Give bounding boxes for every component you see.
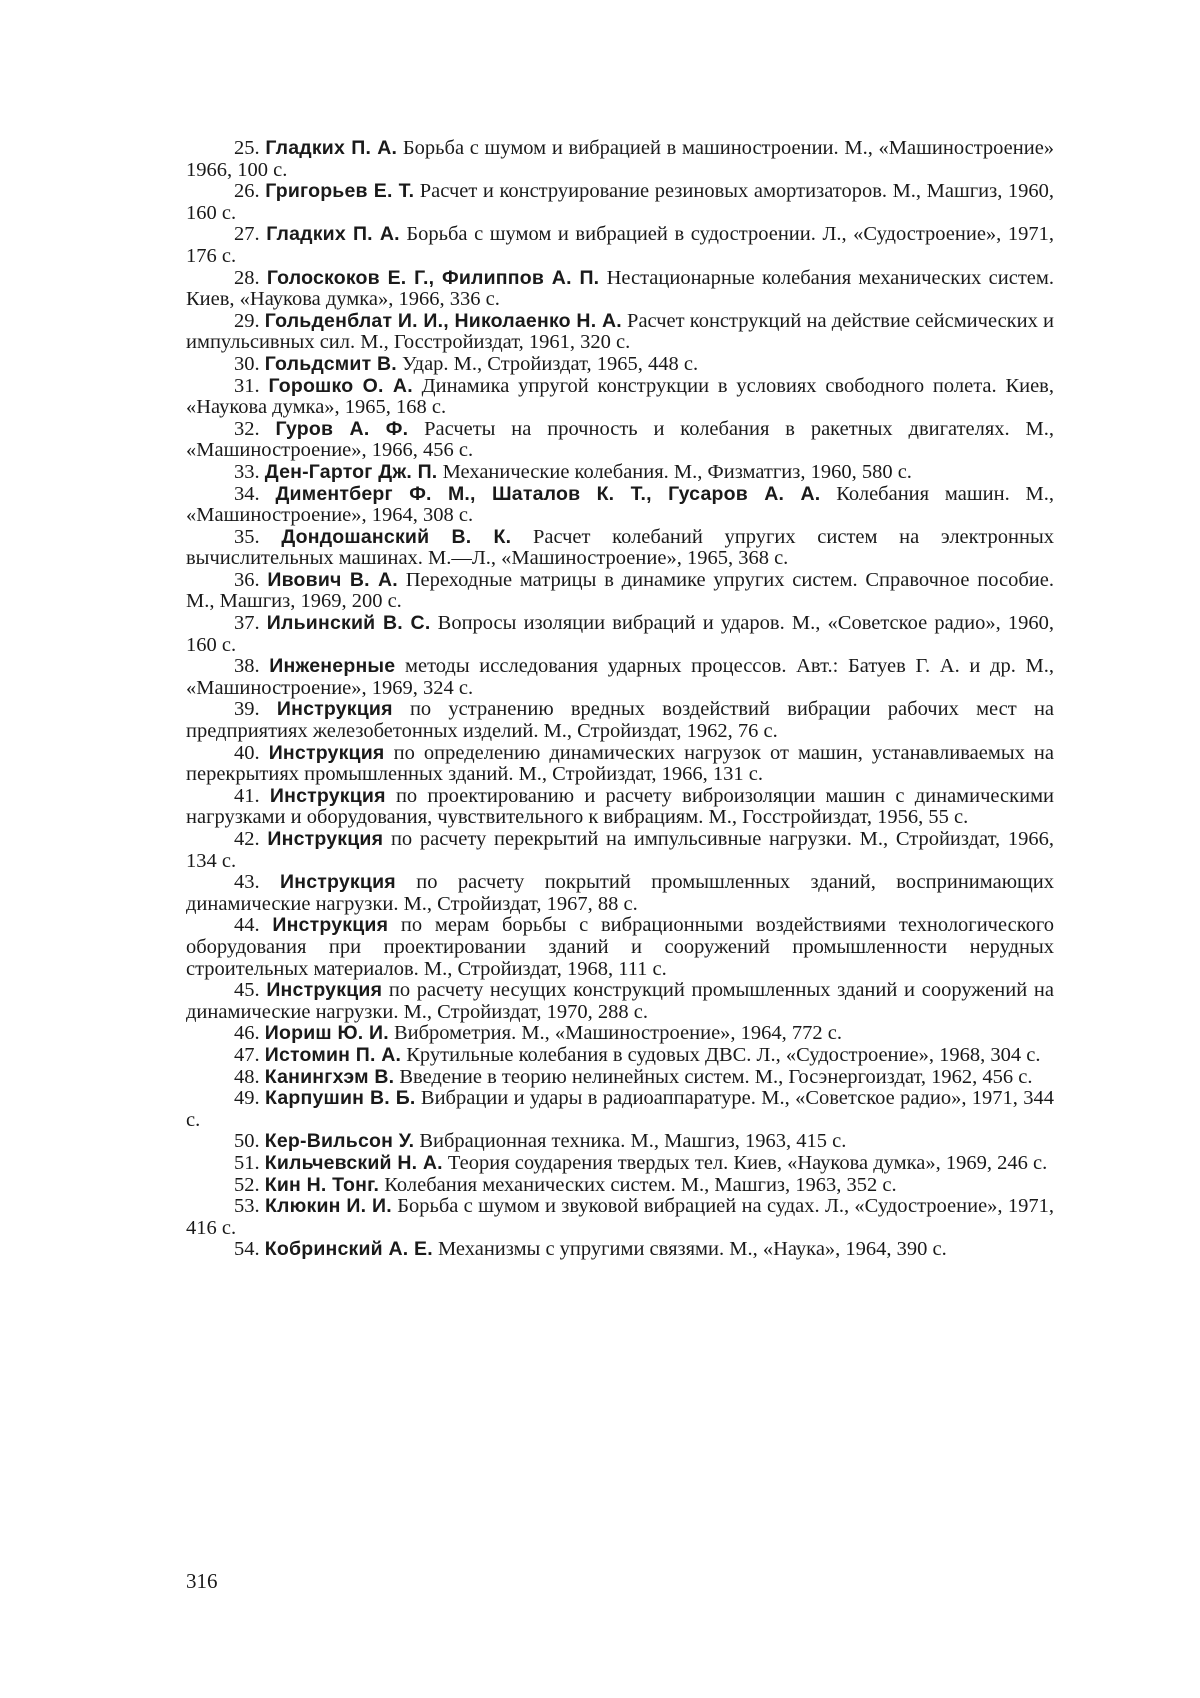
- reference-entry: [186, 1175, 1054, 1197]
- reference-number: 54.: [234, 1238, 260, 1260]
- reference-author: Голоскоков Е. Г., Филиппов А. П.: [267, 267, 599, 289]
- reference-entry: [186, 743, 1054, 786]
- reference-number: 27.: [234, 223, 260, 245]
- reference-text: Удар. М., Стройиздат, 1965, 448 с.: [402, 353, 698, 375]
- reference-text: Нестационарные колебания механических систем. Киев, «Наукова думка», 1966, 336 с.: [186, 267, 1054, 311]
- reference-number: 29.: [234, 310, 260, 332]
- reference-number: 26.: [234, 180, 260, 202]
- reference-author: Инструкция: [267, 828, 383, 850]
- reference-author: Инструкция: [270, 785, 386, 807]
- reference-number: 31.: [234, 375, 260, 397]
- reference-entry: [186, 1196, 1054, 1239]
- reference-number: 28.: [234, 267, 260, 289]
- reference-entry: [186, 570, 1054, 613]
- reference-text: Вибрационная техника. М., Машгиз, 1963, 415 с.: [419, 1130, 846, 1152]
- reference-entry: [186, 980, 1054, 1023]
- reference-text: по расчету перекрытий на импульсивные нагрузки. М., Стройиздат, 1966, 134 с.: [186, 828, 1054, 872]
- reference-entry: [186, 268, 1054, 311]
- reference-text: Виброметрия. М., «Машиностроение», 1964, 772 с.: [394, 1022, 842, 1044]
- reference-entry: [186, 613, 1054, 656]
- reference-entry: [186, 419, 1054, 462]
- reference-entry: [186, 1067, 1054, 1089]
- reference-author: Кер-Вильсон У.: [265, 1130, 414, 1152]
- reference-author: Горошко О. А.: [268, 375, 412, 397]
- reference-text: Вопросы изоляции вибраций и ударов. М., «Советское радио», 1960, 160 с.: [186, 612, 1054, 656]
- reference-text: Борьба с шумом и звуковой вибрацией на судах. Л., «Судостроение», 1971, 416 с.: [186, 1195, 1054, 1239]
- reference-entry: [186, 311, 1054, 354]
- reference-entry: [186, 656, 1054, 699]
- reference-text: Теория соударения твердых тел. Киев, «Наукова думка», 1969, 246 с.: [448, 1152, 1047, 1174]
- reference-author: Канингхэм В.: [265, 1066, 395, 1088]
- reference-author: Инструкция: [266, 979, 382, 1001]
- reference-author: Инструкция: [280, 871, 396, 893]
- reference-entry: [186, 872, 1054, 915]
- reference-entry: [186, 181, 1054, 224]
- reference-number: 37.: [234, 612, 260, 634]
- reference-entry: [186, 1045, 1054, 1067]
- reference-number: 39.: [234, 698, 260, 720]
- reference-number: 43.: [234, 871, 260, 893]
- reference-author: Кин Н. Тонг.: [265, 1174, 379, 1196]
- reference-number: 50.: [234, 1130, 260, 1152]
- reference-author: Инструкция: [269, 742, 385, 764]
- reference-author: Диментберг Ф. М., Шаталов К. Т., Гусаров А. А.: [275, 483, 820, 505]
- reference-number: 48.: [234, 1066, 260, 1088]
- reference-number: 25.: [234, 137, 260, 159]
- reference-text: по проектированию и расчету виброизоляции машин с динамическими нагрузками и оборудования, чувствительного к вибрациям. М., Госстройиздат, 1956, 55 с.: [186, 785, 1054, 829]
- reference-entry: [186, 527, 1054, 570]
- reference-entry: [186, 462, 1054, 484]
- reference-number: 33.: [234, 461, 260, 483]
- reference-entry: [186, 699, 1054, 742]
- reference-author: Дондошанский В. К.: [281, 526, 511, 548]
- reference-number: 30.: [234, 353, 260, 375]
- reference-number: 42.: [234, 828, 260, 850]
- reference-text: методы исследования ударных процессов. Авт.: Батуев Г. А. и др. М., «Машиностроение», 1969, 324 с.: [186, 655, 1054, 699]
- reference-text: Механизмы с упругими связями. М., «Наука», 1964, 390 с.: [438, 1238, 947, 1260]
- reference-entry: [186, 829, 1054, 872]
- reference-entry: [186, 1088, 1054, 1131]
- reference-entry: [186, 1023, 1054, 1045]
- reference-entry: [186, 1239, 1054, 1261]
- reference-entry: [186, 138, 1054, 181]
- reference-text: Вибрации и удары в радиоаппаратуре. М., «Советское радио», 1971, 344 с.: [186, 1087, 1054, 1131]
- reference-entry: [186, 224, 1054, 267]
- reference-author: Григорьев Е. Т.: [265, 180, 414, 202]
- reference-number: 52.: [234, 1174, 260, 1196]
- reference-text: Динамика упругой конструкции в условиях свободного полета. Киев, «Наукова думка», 1965, 168 с.: [186, 375, 1054, 419]
- reference-text: Борьба с шумом и вибрацией в машиностроении. М., «Машиностроение» 1966, 100 с.: [186, 137, 1054, 181]
- reference-number: 51.: [234, 1152, 260, 1174]
- reference-text: по устранению вредных воздействий вибрации рабочих мест на предприятиях железобетонных изделий. М., Стройиздат, 1962, 76 с.: [186, 698, 1054, 742]
- reference-text: по расчету несущих конструкций промышленных зданий и сооружений на динамические нагрузки. М., Стройиздат, 1970, 288 с.: [186, 979, 1054, 1023]
- reference-author: Гуров А. Ф.: [275, 418, 408, 440]
- reference-text: Переходные матрицы в динамике упругих систем. Справочное пособие. М., Машгиз, 1969, 200 с.: [186, 569, 1054, 613]
- reference-entry: [186, 786, 1054, 829]
- reference-entry: [186, 376, 1054, 419]
- reference-author: Ивович В. А.: [267, 569, 398, 591]
- reference-author: Кильчевский Н. А.: [265, 1152, 443, 1174]
- reference-number: 49.: [234, 1087, 260, 1109]
- reference-author: Ден-Гартог Дж. П.: [265, 461, 438, 483]
- reference-number: 34.: [234, 483, 260, 505]
- reference-author: Клюкин И. И.: [265, 1195, 392, 1217]
- page-number: 316: [186, 1569, 218, 1594]
- reference-text: Расчет и конструирование резиновых амортизаторов. М., Машгиз, 1960, 160 с.: [186, 180, 1054, 224]
- reference-number: 32.: [234, 418, 260, 440]
- reference-number: 45.: [234, 979, 260, 1001]
- reference-number: 41.: [234, 785, 260, 807]
- reference-author: Иориш Ю. И.: [265, 1022, 389, 1044]
- reference-author: Кобринский А. Е.: [265, 1238, 433, 1260]
- reference-text: Расчет колебаний упругих систем на электронных вычислительных машинах. М.—Л., «Машиностроение», 1965, 368 с.: [186, 526, 1054, 570]
- reference-entry: [186, 354, 1054, 376]
- reference-number: 38.: [234, 655, 260, 677]
- reference-text: Введение в теорию нелинейных систем. М., Госэнергоиздат, 1962, 456 с.: [399, 1066, 1032, 1088]
- reference-text: Расчеты на прочность и колебания в ракетных двигателях. М., «Машиностроение», 1966, 456 с.: [186, 418, 1054, 462]
- reference-author: Истомин П. А.: [265, 1044, 401, 1066]
- reference-author: Инструкция: [272, 914, 388, 936]
- reference-number: 53.: [234, 1195, 260, 1217]
- reference-number: 36.: [234, 569, 260, 591]
- reference-number: 47.: [234, 1044, 260, 1066]
- reference-text: Крутильные колебания в судовых ДВС. Л., «Судостроение», 1968, 304 с.: [406, 1044, 1040, 1066]
- reference-text: по расчету покрытий промышленных зданий, воспринимающих динамические нагрузки. М., Стройиздат, 1967, 88 с.: [186, 871, 1054, 915]
- reference-number: 44.: [234, 914, 260, 936]
- reference-text: Расчет конструкций на действие сейсмических и импульсивных сил. М., Госстройиздат, 1961, 320 с.: [186, 310, 1054, 354]
- reference-number: 35.: [234, 526, 260, 548]
- reference-author: Гольденблат И. И., Николаенко Н. А.: [265, 310, 622, 332]
- reference-author: Инструкция: [277, 698, 393, 720]
- reference-author: Гладких П. А.: [266, 223, 400, 245]
- reference-text: по мерам борьбы с вибрационными воздействиями технологического оборудования при проектировании зданий и сооружений промышленности нерудных строительных материалов. М., Стройиздат, 1968, 111 с.: [186, 914, 1054, 979]
- reference-list: [186, 138, 1054, 1261]
- reference-entry: [186, 1131, 1054, 1153]
- reference-number: 40.: [234, 742, 260, 764]
- reference-entry: [186, 1153, 1054, 1175]
- reference-text: Борьба с шумом и вибрацией в судостроении. Л., «Судостроение», 1971, 176 с.: [186, 223, 1054, 267]
- reference-author: Карпушин В. Б.: [265, 1087, 416, 1109]
- reference-text: Механические колебания. М., Физматгиз, 1960, 580 с.: [443, 461, 912, 483]
- reference-entry: [186, 484, 1054, 527]
- reference-author: Инженерные: [269, 655, 395, 677]
- reference-entry: [186, 915, 1054, 980]
- reference-number: 46.: [234, 1022, 260, 1044]
- reference-text: Колебания механических систем. М., Машгиз, 1963, 352 с.: [384, 1174, 896, 1196]
- reference-text: по определению динамических нагрузок от машин, устанавливаемых на перекрытиях промышленных зданий. М., Стройиздат, 1966, 131 с.: [186, 742, 1054, 786]
- reference-author: Гольдсмит В.: [265, 353, 397, 375]
- reference-author: Ильинский В. С.: [267, 612, 431, 634]
- reference-author: Гладких П. А.: [265, 137, 397, 159]
- reference-text: Колебания машин. М., «Машиностроение», 1964, 308 с.: [186, 483, 1054, 527]
